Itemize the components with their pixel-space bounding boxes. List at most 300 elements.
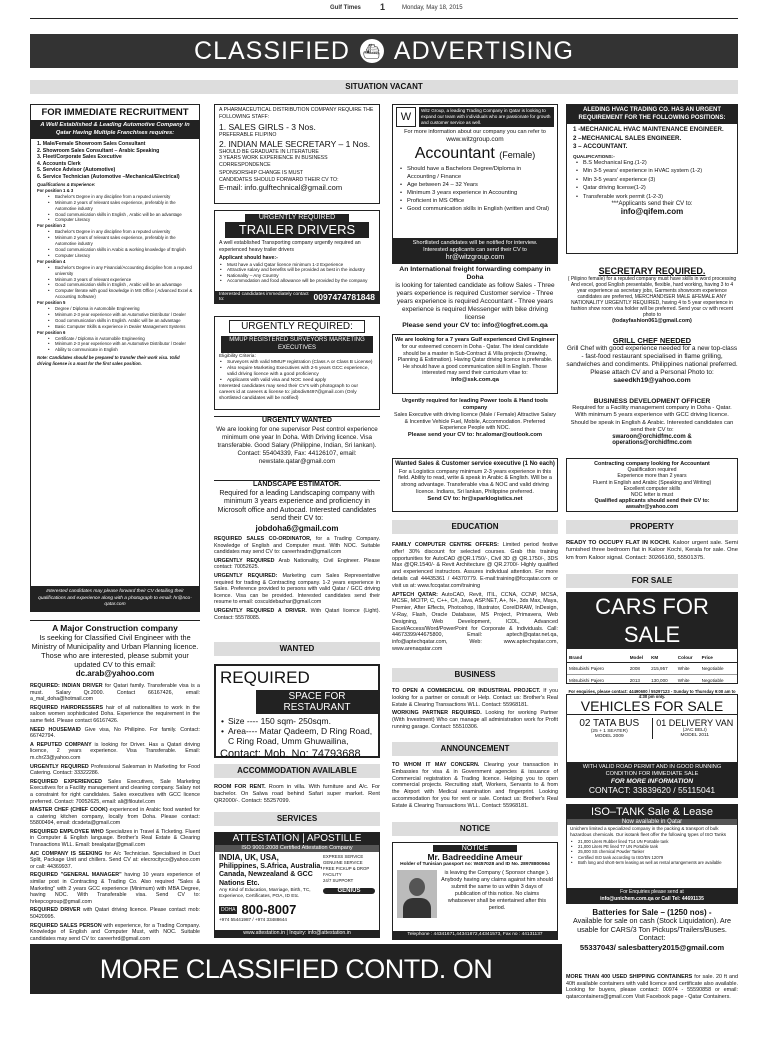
property-classified (566, 540, 738, 570)
contracting-line: NOC letter is must (630, 492, 674, 499)
pharma-email: E-mail: info.gulftechnical@gmail.com (219, 183, 343, 192)
section-wanted: WANTED (214, 642, 380, 656)
contracting-line: Experience more than 2 years (617, 473, 687, 480)
listing-lead: TO OPEN A COMMERCIAL OR INDUSTRIAL PROJECT. (392, 688, 544, 694)
listing-text: is looking for Driver. Has a Qatari driving licence, 2 years experience. Visa Transferable. Email: m.chr23@yahoo.com (30, 741, 200, 761)
listing-lead: REQUIRED SALES CO-ORDINATOR, (214, 536, 316, 542)
surveyors-sub: MMUP REGISTERED SURVEYORS MARKETING EXECUTIVES (221, 336, 373, 353)
bizdev-body: Required for a Facility management company in Doha - Qatar. With minimum 5 years experience with GCC driving licence. Should be speak in English & Arabic. Interested candidates can send their CV to: (570, 405, 734, 433)
quals-item: • Degree / Diploma in Automobile Engineering (47, 306, 193, 312)
listing-lead: TO WHOM IT MAY CONCERN. (392, 762, 484, 768)
isotank-ad (566, 804, 738, 904)
attestation-bullet: 24/7 SUPPORT (323, 878, 354, 883)
aleding-email: info@qifem.com (620, 207, 684, 216)
attestation-iso: ISO 9001:2008 Certified Attestation Company (215, 845, 379, 852)
header-meta (0, 2, 768, 16)
aleding-cv: ***Applicants send their CV to: (611, 201, 693, 207)
position-6: 6. Service Technician (Automotive –Mechanical/Electrical) (37, 173, 180, 180)
trailer-item: • Must have a valid Qatar licence minimum 1-2 Experience (219, 262, 375, 268)
quals-item: • Bachelor's Degree in any discipline from a reputed university (47, 194, 193, 200)
attestation-bullet: EXPRESS SERVICE (323, 854, 364, 859)
attestation-brand-logo: GENIUS (323, 888, 375, 894)
quals-p13-title: For position 1 & 3 (37, 187, 74, 193)
position-5: 5. Service Advisor (Automotive) (37, 167, 116, 173)
listing-lead: URGENTLY REQUIRED (30, 763, 91, 770)
power-email: Please send your CV to: hr.alomar@outlook.com (407, 431, 543, 438)
recruit-positions (31, 139, 199, 182)
attestation-bullet: FREE PICKUP & DROP FACILITY (323, 866, 370, 877)
isotank-email: info@unichem.com.qa or Call Tel: 44691135 (600, 895, 704, 902)
recruit-footer: Interested candidates may please forward their CV detailing their qualifications and experience along with a photograph to email: hr@nco-qatar.com (31, 586, 199, 611)
classified-listing (214, 558, 380, 571)
notice-ad (392, 842, 558, 940)
recruit-note: Note: Candidates should be prepared to transfer their work visa. Valid driving license is a must for the first sales position. (37, 355, 180, 367)
quals-item: • Certificate / Diploma in Automobile Engineering (47, 336, 193, 342)
classified-listing (30, 829, 200, 849)
notice-label: NOTICE (433, 845, 517, 852)
secretary-ad (566, 266, 738, 324)
col3-business (392, 688, 558, 740)
section-business: BUSINESS (392, 668, 558, 682)
power-body: Sales Executive with driving licence (Male / Female) Attractive Salary & Incentive Vehicle Fuel, Mobile, Accommodation. Preferred Experience People with NOC. (394, 412, 556, 432)
vehicle-1: 02 TATA BUS (579, 718, 640, 729)
bizdev-email: swaroon@orchidfmc.com & (612, 434, 692, 441)
quals-item: • Minimum 2-3 year experience with an Automotive Distributor / Dealer (47, 341, 193, 347)
aleding-title: ALEDING HVAC TRADING CO. HAS AN URGENT REQUIREMENT FOR THE FOLLOWING POSITIONS: (567, 105, 737, 124)
bizdev-title: BUSINESS DEVELOPMENT OFFICER (593, 398, 711, 405)
witz-logo-icon: W (396, 107, 416, 127)
vehicles-info: FOR MORE INFORMATION (610, 778, 694, 785)
vehicle-2-model: MODEL 2011 (680, 733, 710, 738)
listing-lead: URGENTLY REQUIRED: (214, 572, 283, 579)
grill-body: Grill Chef with good experience needed for a new top-class - fast-food restaurant specialised in flame grilling, sandwiches and condiments. Philippines national preferred. Please attach CV and a Personal Photo to: (566, 345, 738, 376)
cars-table (567, 653, 737, 686)
surveyors-criteria: Eligibility Criteria: (219, 354, 256, 359)
col1-classifieds (30, 683, 200, 941)
secretary-email: (todayfashion061@gmail.com) (612, 318, 692, 324)
pharma-job-2-sub2: 3 YEARS WORK EXPERIENCE IN BUSINESS CORRESPONDENCE (219, 155, 328, 168)
listing-text: Professional Salesman in Marketing for Food Catering. Contact: 33322286. (30, 763, 200, 777)
attestation-phone: 800-8007 (241, 902, 297, 917)
listing-lead: URGENTLY REQUIRED (214, 557, 279, 564)
grill-title: GRILL CHEF NEEDED (612, 336, 692, 345)
pharma-job-2-sub1: SHOULD BE GRADUATE IN LITERATURE (219, 148, 319, 155)
attestation-line1: INDIA, UK, USA, (219, 853, 279, 862)
isotank-sub: Now available in Qatar (567, 819, 737, 825)
construction-body: Is seeking for Classified Civil Engineer with the Ministry of Municipality and Urban Planning licence. Those who are interested, please submit your updated CV to this email: (31, 633, 199, 669)
classified-listing (30, 907, 200, 920)
position-1: 1. Male/Female Showroom Sales Consultant (37, 141, 146, 147)
cars-header: KM (651, 655, 659, 660)
trailer-have: Applicant should have:- (219, 255, 278, 261)
surveyors-item: • Applicants with valid visa and NOC need apply (219, 378, 375, 384)
listing-text: Sales Executives, Sale Marketing Executives for a Facility management and cleaning company. Salary not a constraint for right candidates. Sales executives with GCC licence preferred. Contact: 70052625, email: ali@filoutel.com (30, 778, 200, 805)
listing-text: Arab Nationality, Civil Engineer. Please contact: 70052625. (214, 557, 380, 571)
classified-listing (30, 683, 200, 703)
contracting-line: Qualification required (627, 467, 677, 473)
listing-text: for a Trading Company. Knowledge of English and Computer must. With NOC. Suitable candidates may send CV to: careerhradm@gmail.com (214, 536, 380, 556)
listing-text: AutoCAD, Revit, ITIL, CCNA, CCNP, MCSA, MCSE, MCITP, C, C++, C#, Java, ASP.NET, A+, N+, 3ds Max, Maya, Premier, After Effects, Photoshop, Illustrator, CorelDRAW, InDesign, V-Ray, Flash, Oracle Database, MS Project, Primavera, Web Designing, Web Development, ICDL, Advanced Excel/Access/Word/PowerPoint for Corporate & Individuals. Call: 44673399/44675800, Email: aptech@qatar.net.qa, info@aptechqatar.com, Web: www.aptechqatar.com, www.arenaqatar.com (392, 591, 558, 652)
table-row: Mitsubishi Pajero 2008 215,957 White Negotiable (567, 663, 737, 675)
witz-ad (392, 104, 558, 264)
listing-lead: A REPUTED COMPANY (30, 741, 95, 748)
vehicles-title: VEHICLES FOR SALE (567, 698, 737, 715)
aleding-ad (566, 104, 738, 254)
listing-text: If you looking for a partner or consult or Help. Contact us: Brother's Real Estate & Clearing Transactions WLL. Contact: 55968181. (392, 688, 558, 708)
classified-listing (30, 779, 200, 805)
classified-listing (392, 688, 558, 708)
power-title: Urgently required for leading Power tools & Hand tools company (401, 398, 549, 411)
freight-email: Please send your CV to: info@logfret.com.qa (402, 322, 548, 329)
listing-lead: URGENTLY REQUIRED A DRIVER. (214, 607, 311, 614)
landscape-title: LANDSCAPE ESTIMATOR. (252, 481, 342, 488)
classified-banner (30, 34, 738, 68)
listing-text: Looking for working Partner (With Investment) Who can manage all administration work for Profit running garage. Contact: 55510306. (392, 710, 558, 730)
classified-listing (392, 710, 558, 730)
vehicle-1-model: MODEL 2009 (594, 734, 624, 739)
listing-text: Specializes in Travel & Ticketing. Fluent in Computer & English language. Brother's Real Estate & Clearing Transactions WLL. Email: brealqatar@gmail.com (30, 828, 200, 849)
recruit-quals (31, 182, 199, 367)
aleding-item: • Transferable work permit (1-2-3) (575, 193, 729, 202)
aleding-item: • Qatar driving license(1-2) (575, 184, 729, 193)
classified-listing (30, 764, 200, 777)
cars-header: Price (701, 655, 713, 660)
accom-classified (214, 784, 380, 806)
landscape-ad (214, 480, 380, 534)
section-education: EDUCATION (392, 520, 558, 534)
bizdev-email2: operations@orchidfmc.com (612, 440, 692, 447)
quals-item: • Computer Literacy (47, 253, 193, 259)
freight-body: is looking for talented candidate as follow Sales - Three years experience is required Customer service - Three years experience is required Accountant - Three years experience is required Messenger with bike driving license (395, 282, 555, 321)
recruit-ad (30, 104, 200, 612)
position-2: 2. Showroom Sales Consultant – Arabic Speaking (37, 147, 160, 154)
pharma-intro: A PHARMACEUTICAL DISTRIBUTION COMPANY REQUIRE THE FOLLOWING STAFF: (219, 107, 374, 120)
surveyors-ad (214, 316, 380, 410)
attestation-desc: Any Kind of Education, Marriage, Birth, TC, Experience, Certificates, POA, ID Etc. (219, 888, 311, 899)
quals-p6-title: For position 6 (37, 329, 66, 335)
aleding-job: 3 – ACCOUNTANT. (573, 143, 628, 150)
col3-announcement (392, 762, 558, 818)
pest-title: URGENTLY WANTED (261, 417, 332, 424)
contracting-title: Contracting company looking for Accountant (594, 461, 710, 467)
isotank-body: Unichem limited a specialized company in the packing & transport of bulk hazardous chemicals. Our isotank fleet offer the following types of ISO Tanks (570, 826, 727, 837)
classified-listing (566, 540, 738, 562)
containers-classified (566, 974, 738, 1016)
surveyors-title: URGENTLY REQUIRED: (229, 320, 365, 333)
masthead: Gulf Times (330, 5, 361, 11)
batteries-body: Available for sale on cash (Stock Liquidation). Are usable for CARS/3 Ton Pickups/Trailers/Buses. Contact: (572, 916, 732, 943)
quals-item: • Basic Computer Skills & experience in Dealer Management Systems (47, 324, 193, 330)
freight-title: An International freight forwarding company in (399, 266, 551, 273)
pharma-job-2: 2. INDIAN MALE SECRETARY – 1 Nos. (219, 138, 371, 149)
quals-item: • Computer Literacy (47, 217, 193, 223)
classified-listing (214, 784, 380, 805)
contracting-line: Excellent computer skills (623, 485, 681, 492)
contracting-email: Qualified applicants should send their CV to: awsahr@yahoo.com (594, 498, 710, 511)
listing-lead: APTECH QATAR: (392, 591, 442, 598)
spark-title: Wanted Sales & Customer service executive (1 No each) (395, 461, 555, 467)
notice-photo (397, 870, 437, 918)
quals-p5-title: For position 5 (37, 300, 66, 306)
listing-lead: MASTER CHEF (CHIEF COOK) (30, 807, 110, 814)
witz-email: hr@witzgroup.com (445, 254, 505, 261)
pharma-ad (214, 104, 380, 204)
notice-phone: Telephone : 44341671,44341872,44341573, Fax no : 44131137 (393, 931, 557, 939)
quals-item: • Bachelor's Degree in any discipline from a reputed university (47, 229, 193, 235)
quals-item: • Ability to communicate in English (47, 347, 193, 353)
isotank-item: • 21,000 Liters PE lined T7 UN Portable tank (570, 844, 734, 849)
col2-classifieds (214, 536, 380, 640)
recruit-heading: FOR IMMEDIATE RECRUITMENT (41, 107, 189, 118)
classified-listing (566, 974, 738, 1000)
pharma-job-1: 1. SALES GIRLS - 3 Nos. (219, 122, 316, 132)
vehicle-2: 01 DELIVERY VAN (656, 718, 734, 728)
section-situation: SITUATION VACANT (30, 80, 738, 94)
listing-text: hair of all nationalities to work in the saloon women sophisticated Doha. Experience the requirement in the same field. Please contact 66167426. (30, 704, 200, 724)
restaurant-contact: Contact: Mob. No: 74793688 (220, 748, 361, 760)
trailer-lead: A well established Transporting company urgently required an experienced heavy trailer drivers (219, 240, 361, 253)
banner-title-right: ADVERTISING (393, 36, 574, 65)
restaurant-title: REQUIRED (220, 668, 310, 687)
attestation-web: www.attestation.in | Inquiry: info@attestation.in (215, 930, 379, 937)
spark-email: Send CV to: hr@sparklogistics.net (427, 495, 523, 502)
section-for-sale: FOR SALE (566, 574, 738, 588)
more-classified-banner: MORE CLASSIFIED CONTD. ON FOLLOWING PAGES (30, 944, 562, 994)
attestation-bullet: GENUINE SERVICE (323, 860, 363, 865)
attestation-line3: Canada, Newzealand & GCC (219, 871, 313, 878)
batteries-contact: 55337043/ salesbattery2015@gmail.com (579, 942, 725, 952)
civil-title: We are looking for a 7 years Gulf experienced Civil Engineer (395, 337, 555, 343)
quals-item: • Minimum 3 years of relevant experience (47, 277, 193, 283)
notice-passport: Holder of Tunisian passport no: W457028 and ID No. 28978800564 (400, 862, 550, 867)
witz-item: • Good communication skills in English (written and Oral) (399, 205, 551, 213)
listing-lead: REQUIRED "GENERAL MANAGER" (30, 872, 125, 879)
construction-email: dc.arab@yahoo.com (75, 669, 155, 678)
classified-listing (214, 608, 380, 621)
batteries-ad (566, 908, 738, 952)
listing-text: for sale. 20 ft and 40ft available containers with valid licence and certificate also available. Looking for buyers, please contact: 00974 - 55590858 or email: qatarcontainers@gmail.com Visit Facebook page - Qatar Containers. (566, 974, 738, 1000)
cars-ad (566, 592, 738, 699)
listing-lead: A/C COMPANY IS SEEKING (30, 850, 105, 857)
restaurant-ad (214, 664, 380, 758)
witz-item: • Age between 24 – 32 Years (399, 181, 551, 189)
classified-listing (214, 536, 380, 556)
cars-footer: For enquiries, please contact: 44490600 / 55297123 - Sunday to Thursday 9:00 am to 4:30 pm only. (568, 689, 736, 699)
bizdev-ad (566, 398, 738, 446)
listing-text: experienced in Arabic food wanted for a catering kitchen company, locally from Doha. Please contact: 55800494, email: dcsdeta@gmail.com (30, 807, 200, 827)
attestation-line2: Philippines, S.Africa, Australia, (219, 862, 323, 870)
listing-lead: REQUIRED DRIVER (30, 907, 83, 914)
vehicles-ad (566, 694, 738, 798)
trailer-phone: 0097474781848 (313, 292, 375, 302)
listing-text: Room in villa. With furniture and A/c. For bachelor. On Salwa road behind Safari super market. Rent QR2000/-. Contact: 55257099. (214, 784, 380, 804)
attestation-ad (214, 832, 380, 938)
listing-text: with experience, for a Trading Company. Knowledge of English and Computer Must, with NOC. Suitable candidates may send CV to: careerhrd@gmail.com (30, 922, 200, 941)
listing-text: for A/c Technician. Specialised in Duct Split, Package Unit and chillers. Send CV at: elecrocityco@yahoo.com or call: 44369937. (30, 850, 200, 870)
aleding-q: QUALIFICATIONS:- (573, 153, 615, 159)
listing-text: Give visa, No Philipino. For family. Contact: 66742794. (30, 726, 200, 740)
page-number: 1 (380, 2, 386, 12)
ship-icon: ⛴ (360, 39, 384, 63)
section-services: SERVICES (214, 812, 380, 826)
trailer-item: • Nationality – Any Country (219, 273, 375, 279)
isotank-item: • Certified ISO tank according to ISO/EN 12079 (570, 855, 734, 860)
listing-text: for Qatari family. Transferable visa is a must. Salary Qr.2000. Contact 66167426, email: a_mal_doha@hotmail.com (30, 683, 200, 703)
vehicle-2-sub: (JAC BELI) (682, 728, 707, 733)
secretary-body: ( Pilipino female) for a reputed company must have skills in word processing And excel, good English presentable, flexible, hard working, having 3 to 4 year experience as secretary jobs, Garments showroom experience candidates are preferred, MERCHANDISER MALE &FEMALE ANY NATIONALITY URGENTLY REQUIRED, having 4 to 5 year experience in fashion show room visa holder will be preferred. Send your cv with recent photo to (567, 276, 737, 318)
construction-ad (30, 620, 200, 678)
notice-body: is leaving the Company ( Sponsor change ). Anybody having any claims against him should submit the same to us within 3 days of publication of this notice. No claims whatsoever shall be entertained after this period. (441, 870, 553, 911)
isotank-item: • 21,000 Liters Rubber lined T14 UN Portable tank (570, 839, 734, 844)
listing-text: Marketing cum Sales Representative required for trading & Contracting company. 1-2 years experience in Sales. Preference provided to persons with valid Qatar / GCC driving licence. Visa can be provided. Interested candidates send their resume to email: cosculdebazhar@gmail.com (214, 572, 380, 606)
pharma-sponsor: SPONSORSHIP CHANGE IS MUST (219, 170, 304, 176)
section-property: PROPERTY (566, 520, 738, 534)
position-3: 3. Fleet/Corporate Sales Executive (37, 154, 122, 160)
attestation-alt: +974 55441987 / +974 33488644 (219, 917, 287, 922)
classified-listing (30, 807, 200, 827)
witz-intro: Witz Group, a leading Trading Company in Qatar is looking to expand our team with individuals who are passionate for growth and customer service as well. (419, 107, 554, 127)
notice-name: Mr. Badreeddine Ameur (427, 852, 523, 862)
aleding-job: 2 –MECHANICAL SALES ENGINEER. (573, 134, 682, 142)
classified-listing (30, 742, 200, 762)
table-row: Mitsubishi Pajero 2013 130,000 White Negotiable (569, 678, 724, 683)
col3-education (392, 542, 558, 664)
witz-item: • Proficient in MS Office (399, 197, 551, 205)
listing-text: Limited period festive offer! 30% discount for selected courses. Grab this training opportunities for AutoCAD @QR.1750/-, Civil 3D @ QR.1750/-, 3DS Max @QR.1540/- & Revit Architecture @ QR.2700/- Highly qualified and experienced instructors. Assures individual attention. For more details call 44435361 / 44370779. E-mail:training@fccqatar.com or visit us at: www.fccqatar.com/training (392, 542, 558, 589)
civil-body: for our esteemed concern in Doha - Qatar. The ideal candidate should be a master in Sub-Contract & Villa projects (Drawing, Planning & Estimation). Having Qatar driving licence is preferable. He should have a good communication skill in English. Those interested may send their curriculum vitae to: (397, 344, 553, 377)
freight-loc: Doha (466, 274, 484, 281)
listing-lead: REQUIRED EXPERIENCED (30, 778, 108, 785)
vehicles-note: WITH VALID ROAD PERMIT AND IN GOOD RUNNING CONDITION FOR IMMEDIATE SALE (582, 764, 722, 777)
quals-p2-title: For position 2 (37, 223, 66, 229)
banner-title-left: CLASSIFIED (194, 36, 350, 65)
listing-lead: FAMILY COMPUTER CENTRE OFFERS: (392, 542, 503, 548)
listing-lead: NEED HOUSEMAID (30, 726, 85, 733)
date: Monday, May 18, 2015 (402, 5, 463, 11)
quals-item: • Minimum 2 years of relevant sales experience, preferably in the Automotive industry (47, 235, 193, 247)
restaurant-sub: SPACE FOR RESTAURANT (256, 690, 378, 714)
listing-lead: REQUIRED HAIRDRESSERS (30, 704, 106, 711)
isotank-title: ISO–TANK Sale & Lease (567, 805, 737, 819)
cars-title: CARS FOR SALE (567, 593, 737, 649)
quals-item: • Computer literate with good knowledge in MS Office ( Advanced Excel & Accounting Software) (47, 288, 193, 300)
quals-item: • Good communication skills in English , Arabic will be an advantage (47, 282, 193, 288)
classified-listing (214, 573, 380, 606)
attestation-doha: DOHA (221, 906, 236, 913)
pest-ad (214, 416, 380, 466)
quals-p4-title: For position 4 (37, 258, 66, 264)
aleding-job: 1 -MECHANICAL HVAC MAINTENANCE ENGINEER. (573, 126, 724, 133)
classified-listing (30, 705, 200, 725)
aleding-item: • B.S Mechanical Eng.(1-2) (575, 159, 729, 168)
listing-lead: REQUIRED: INDIAN DRIVER (30, 683, 105, 689)
grill-ad (566, 336, 738, 384)
cars-header: Colour (677, 655, 693, 660)
construction-title: A Major Construction company (52, 623, 178, 633)
isotank-item: • Both long and short-term leasing as well as rental arrangements are available (570, 860, 734, 865)
trailer-item: • Accommodation and food allowance will be provided by the company (219, 278, 375, 284)
witz-item: • Should have a Bachelors Degree/Diploma in Accounting / Finance (399, 165, 551, 181)
quals-item: • Good communication skills in English , Arabic will be an advantage (47, 212, 193, 218)
witz-more: For more information about our company you can refer to (404, 129, 546, 135)
section-accommodation: ACCOMMODATION AVAILABLE (214, 764, 380, 778)
listing-text: With Qatari licence (Light). Contact: 55578085. (214, 607, 380, 621)
trailer-ad (214, 210, 380, 304)
surveyors-note: Interested candidates may send their CV's with photograph to our careers id at careers & license to: jobsdiv8497@gmail.com (Only shortlisted candidates will be notified) (219, 384, 359, 401)
civil-email: info@ssk.com.qa (451, 376, 499, 383)
classified-listing (30, 727, 200, 740)
listing-text: Kaloor urgent sale. Semi furnished three bedroom flat in Kaloor Kochi, Kerala for sale. One km from Kaloor signal. Contact: 30266160, 55501375. (566, 540, 738, 561)
vehicle-1-sub: (25 + 1 SEATER) (590, 729, 628, 734)
position-4: 4. Accounts Clerk (37, 160, 81, 167)
listing-lead: REQUIRED EMPLOYEE WHO (30, 828, 106, 835)
listing-lead: WORKING PARTNER REQUIRED. (392, 710, 486, 717)
witz-footer1: Shortlisted candidates will be notified for interview. (412, 240, 538, 246)
witz-web: www.witzgroup.com (446, 136, 504, 143)
recruit-banner: A Well Established & Leading Automotive Company in Qatar Having Multiple Franchises requires: (31, 120, 199, 139)
pharma-cv: CANDIDATES SHOULD FORWARD THEIR CV TO: (219, 176, 339, 183)
vehicles-contact: CONTACT: 33839620 / 55115041 (588, 785, 716, 795)
listing-lead: MORE THAN 400 USED SHIPPING CONTAINERS (566, 974, 695, 980)
restaurant-item: • Area---- Matar Qadeem, D Ring Road, C Ring Road, Umm Ghuwailina, (220, 726, 374, 746)
witz-title: Accountant (414, 145, 495, 162)
listing-text: having 10 years experience of similar post in Contracting & Trading Co. Also required "Sales & Marketing" with 2 years GCC experience (Minimum) with MBA Degree, having NOC. With Transferable visa. Send CV to: hrkepcogroup@gmail.com (30, 872, 200, 905)
listing-lead: ROOM FOR RENT. (214, 784, 269, 790)
classified-listing (30, 872, 200, 905)
surveyors-item: • Also require Marketing Executives with 2-5 years GCC experience, valid driving licence with a good proficiency (219, 366, 375, 378)
sparklogistics-ad (392, 458, 558, 512)
classified-listing (392, 762, 558, 810)
witz-item: • Minimum 3 years experience in Accounting (399, 189, 551, 197)
listing-text: Clearing your transaction in Embassies for visa & in Government agencies & issuance of Commercial registration & Trading licence. Helping you to open commercial projects. Recruiting staff, Workers, Servants to & from the Airport with Medical examination and fingerprint. Looking accommodation for you for rent or sale. Contact us: Brother's Real Estate & Clearing Transactions WLL. Contact: 55968181. (392, 762, 558, 809)
aleding-item: • Min 3-5 years' experience in HVAC system (1-2) (575, 167, 729, 176)
secretary-title: SECRETARY REQUIRED. (598, 266, 706, 276)
attestation-title: ATTESTATION | APOSTILLE (215, 833, 379, 845)
quals-item: • Bachelor's Degree in any Financial/Accounting discipline from a reputed university (47, 265, 193, 277)
classified-listing (392, 592, 558, 653)
pest-body: We are looking for one supervisor Pest control experience minimum one year In Doha. With Driving licence. Visa transferable. Good Salary (Philippine, Indian, Sri lankan). Contact: 55404339, Fax: 44126107, email: newstate.qatar@gmail.com (216, 425, 378, 465)
trailer-title: TRAILER DRIVERS (225, 222, 369, 238)
quals-item: • Minimum 2 years of relevant sales experience, preferably in the Automotive industry (47, 200, 193, 212)
cars-header: Model (629, 655, 643, 660)
witz-suffix: (Female) (499, 150, 536, 160)
freight-ad (392, 266, 558, 329)
classified-listing (30, 851, 200, 871)
grill-email: saeedkh19@yahoo.com (613, 377, 691, 384)
aleding-item: • Min 3-5 years' experience (3) (575, 176, 729, 185)
surveyors-item: • Surveyors with valid MMUP registration (Class A or Class B License) (219, 360, 375, 366)
section-notice: NOTICE (392, 822, 558, 836)
quals-item: • Minimum 2-3 year experience with an Automotive Distributor / Dealer (47, 312, 193, 318)
restaurant-item: • Size ---- 150 sqm- 250sqm. (220, 716, 374, 726)
trailer-item: • Attractive salary and benefits will be provided as best in the industry (219, 267, 375, 273)
trailer-footer: Interested candidates immediately contact to: (219, 292, 309, 302)
listing-text: with Qatari driving licence. Please contact mob: 50420995. (30, 907, 200, 920)
listing-lead: REQUIRED SALES PERSON (30, 922, 104, 929)
witz-footer2: Interested applicants can send their CV to (423, 247, 527, 253)
batteries-title: Batteries for Sale – (1250 nos) - (592, 908, 712, 917)
isotank-enq: For Enquiries please send at (620, 889, 684, 895)
quals-item: • Good communication skills in English. Arabic will be an advantage (47, 318, 193, 324)
classified-listing (30, 923, 200, 941)
civil-ad (392, 334, 558, 394)
spark-body: For a Logistics company minimum 2-3 years experience in this field. Ability to read, write & speak in Arabic & English. Will be a strong advantage. Transferable visa & NOC and valid driving licence. Indians, Sri lankan, Philippine preferred. (398, 468, 552, 495)
power-ad (392, 398, 558, 438)
quals-title: Qualifications & Experience: (37, 182, 96, 187)
contracting-line: Fluent in English and Arabic (Speaking and Writing) (592, 479, 712, 486)
section-announcement: ANNOUNCEMENT (392, 742, 558, 756)
quals-item: • Good communication skills in Arabic & working knowledge of English (47, 247, 193, 253)
